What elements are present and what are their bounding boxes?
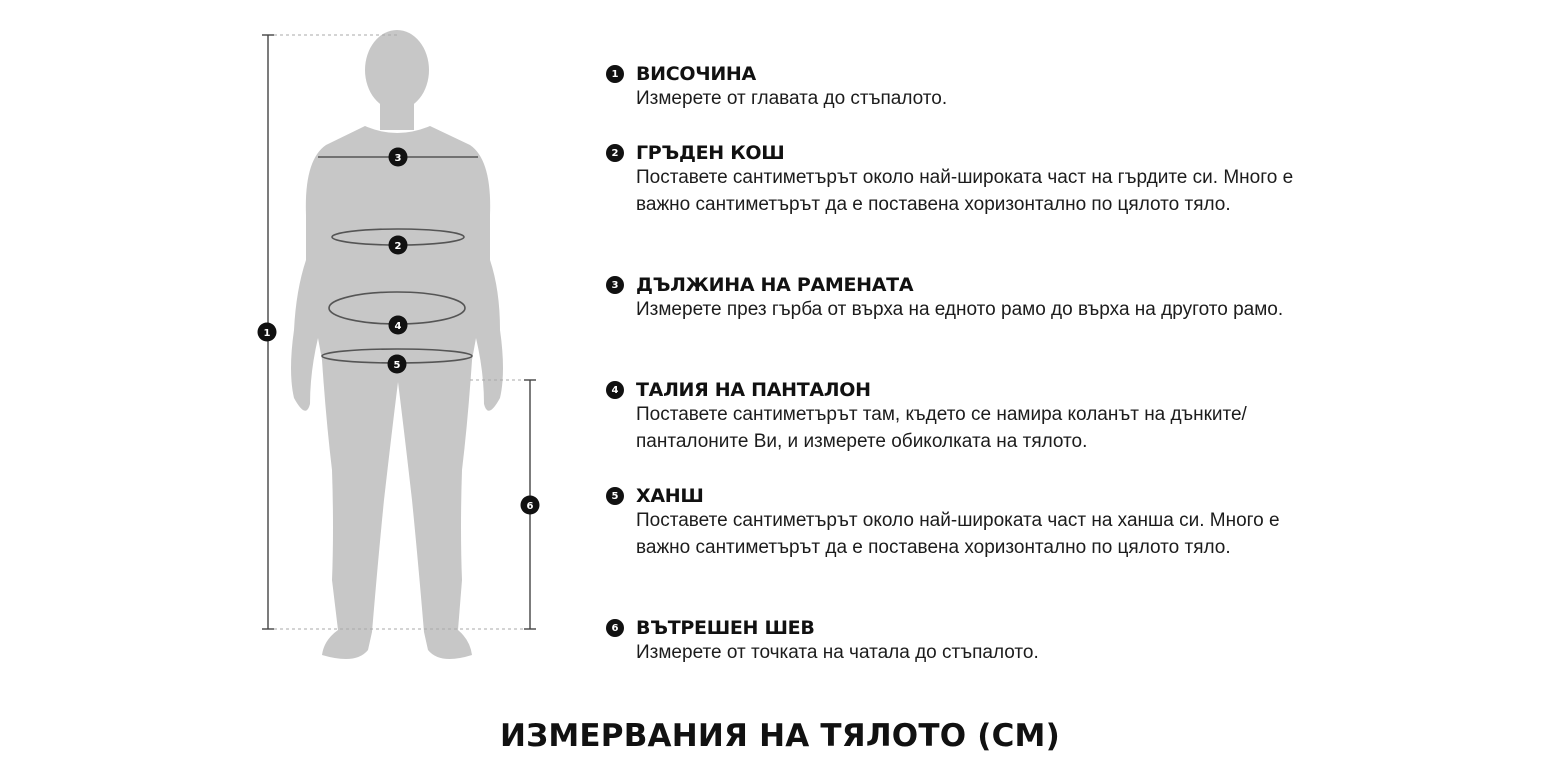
marker-6 (521, 496, 540, 515)
body-silhouette (291, 30, 503, 659)
item-description: Поставете сантиметърът около най-широката част на гърдите си. Много е важно сантиметърът да е поставена хоризонтално по цялото тяло. (636, 167, 1294, 215)
item-description: Измерете от главата до стъпалото. (636, 88, 948, 109)
legend-item-shoulder (606, 273, 1306, 324)
number-badge: 6 (606, 619, 624, 637)
svg-text:5: 5 (393, 360, 401, 371)
item-title: ДЪЛЖИНА НА РАМЕНАТА (636, 274, 914, 296)
page-title: ИЗМЕРВАНИЯ НА ТЯЛОТО (СМ) (500, 718, 1060, 754)
legend-item-hip (606, 484, 1306, 561)
item-description: Поставете сантиметърът там, където се намира коланът на дънките/панталоните Ви, и измерете обиколката на тялото. (636, 404, 1247, 452)
item-description: Измерете през гърба от върха на едното рамо до върха на другото рамо. (636, 299, 1284, 320)
svg-text:2: 2 (394, 241, 402, 252)
body-silhouette-svg (0, 0, 600, 700)
svg-text:3: 3 (394, 153, 402, 164)
svg-text:6: 6 (526, 501, 534, 512)
number-badge: 1 (606, 65, 624, 83)
body-figure (0, 0, 600, 700)
number-badge: 5 (606, 487, 624, 505)
svg-text:4: 4 (394, 321, 402, 332)
item-title: ГРЪДЕН КОШ (636, 142, 785, 164)
marker-2 (389, 236, 408, 255)
item-title: ВИСОЧИНА (636, 63, 756, 85)
item-title: ТАЛИЯ НА ПАНТАЛОН (636, 379, 871, 401)
number-badge: 2 (606, 144, 624, 162)
item-title: ХАНШ (636, 485, 704, 507)
marker-5 (388, 355, 407, 374)
number-badge: 3 (606, 276, 624, 294)
marker-4 (389, 316, 408, 335)
legend-item-waist (606, 378, 1306, 455)
svg-text:1: 1 (263, 328, 271, 339)
number-badge: 4 (606, 381, 624, 399)
legend-item-height (606, 62, 1306, 113)
legend-item-inseam (606, 616, 1306, 667)
item-title: ВЪТРЕШЕН ШЕВ (636, 617, 815, 639)
item-description: Поставете сантиметърът около най-широката част на ханша си. Много е важно сантиметърът да е поставена хоризонтално по цялото тяло. (636, 510, 1280, 558)
marker-3 (389, 148, 408, 167)
legend-item-chest (606, 141, 1306, 218)
item-description: Измерете от точката на чатала до стъпалото. (636, 642, 1039, 663)
marker-1 (258, 323, 277, 342)
